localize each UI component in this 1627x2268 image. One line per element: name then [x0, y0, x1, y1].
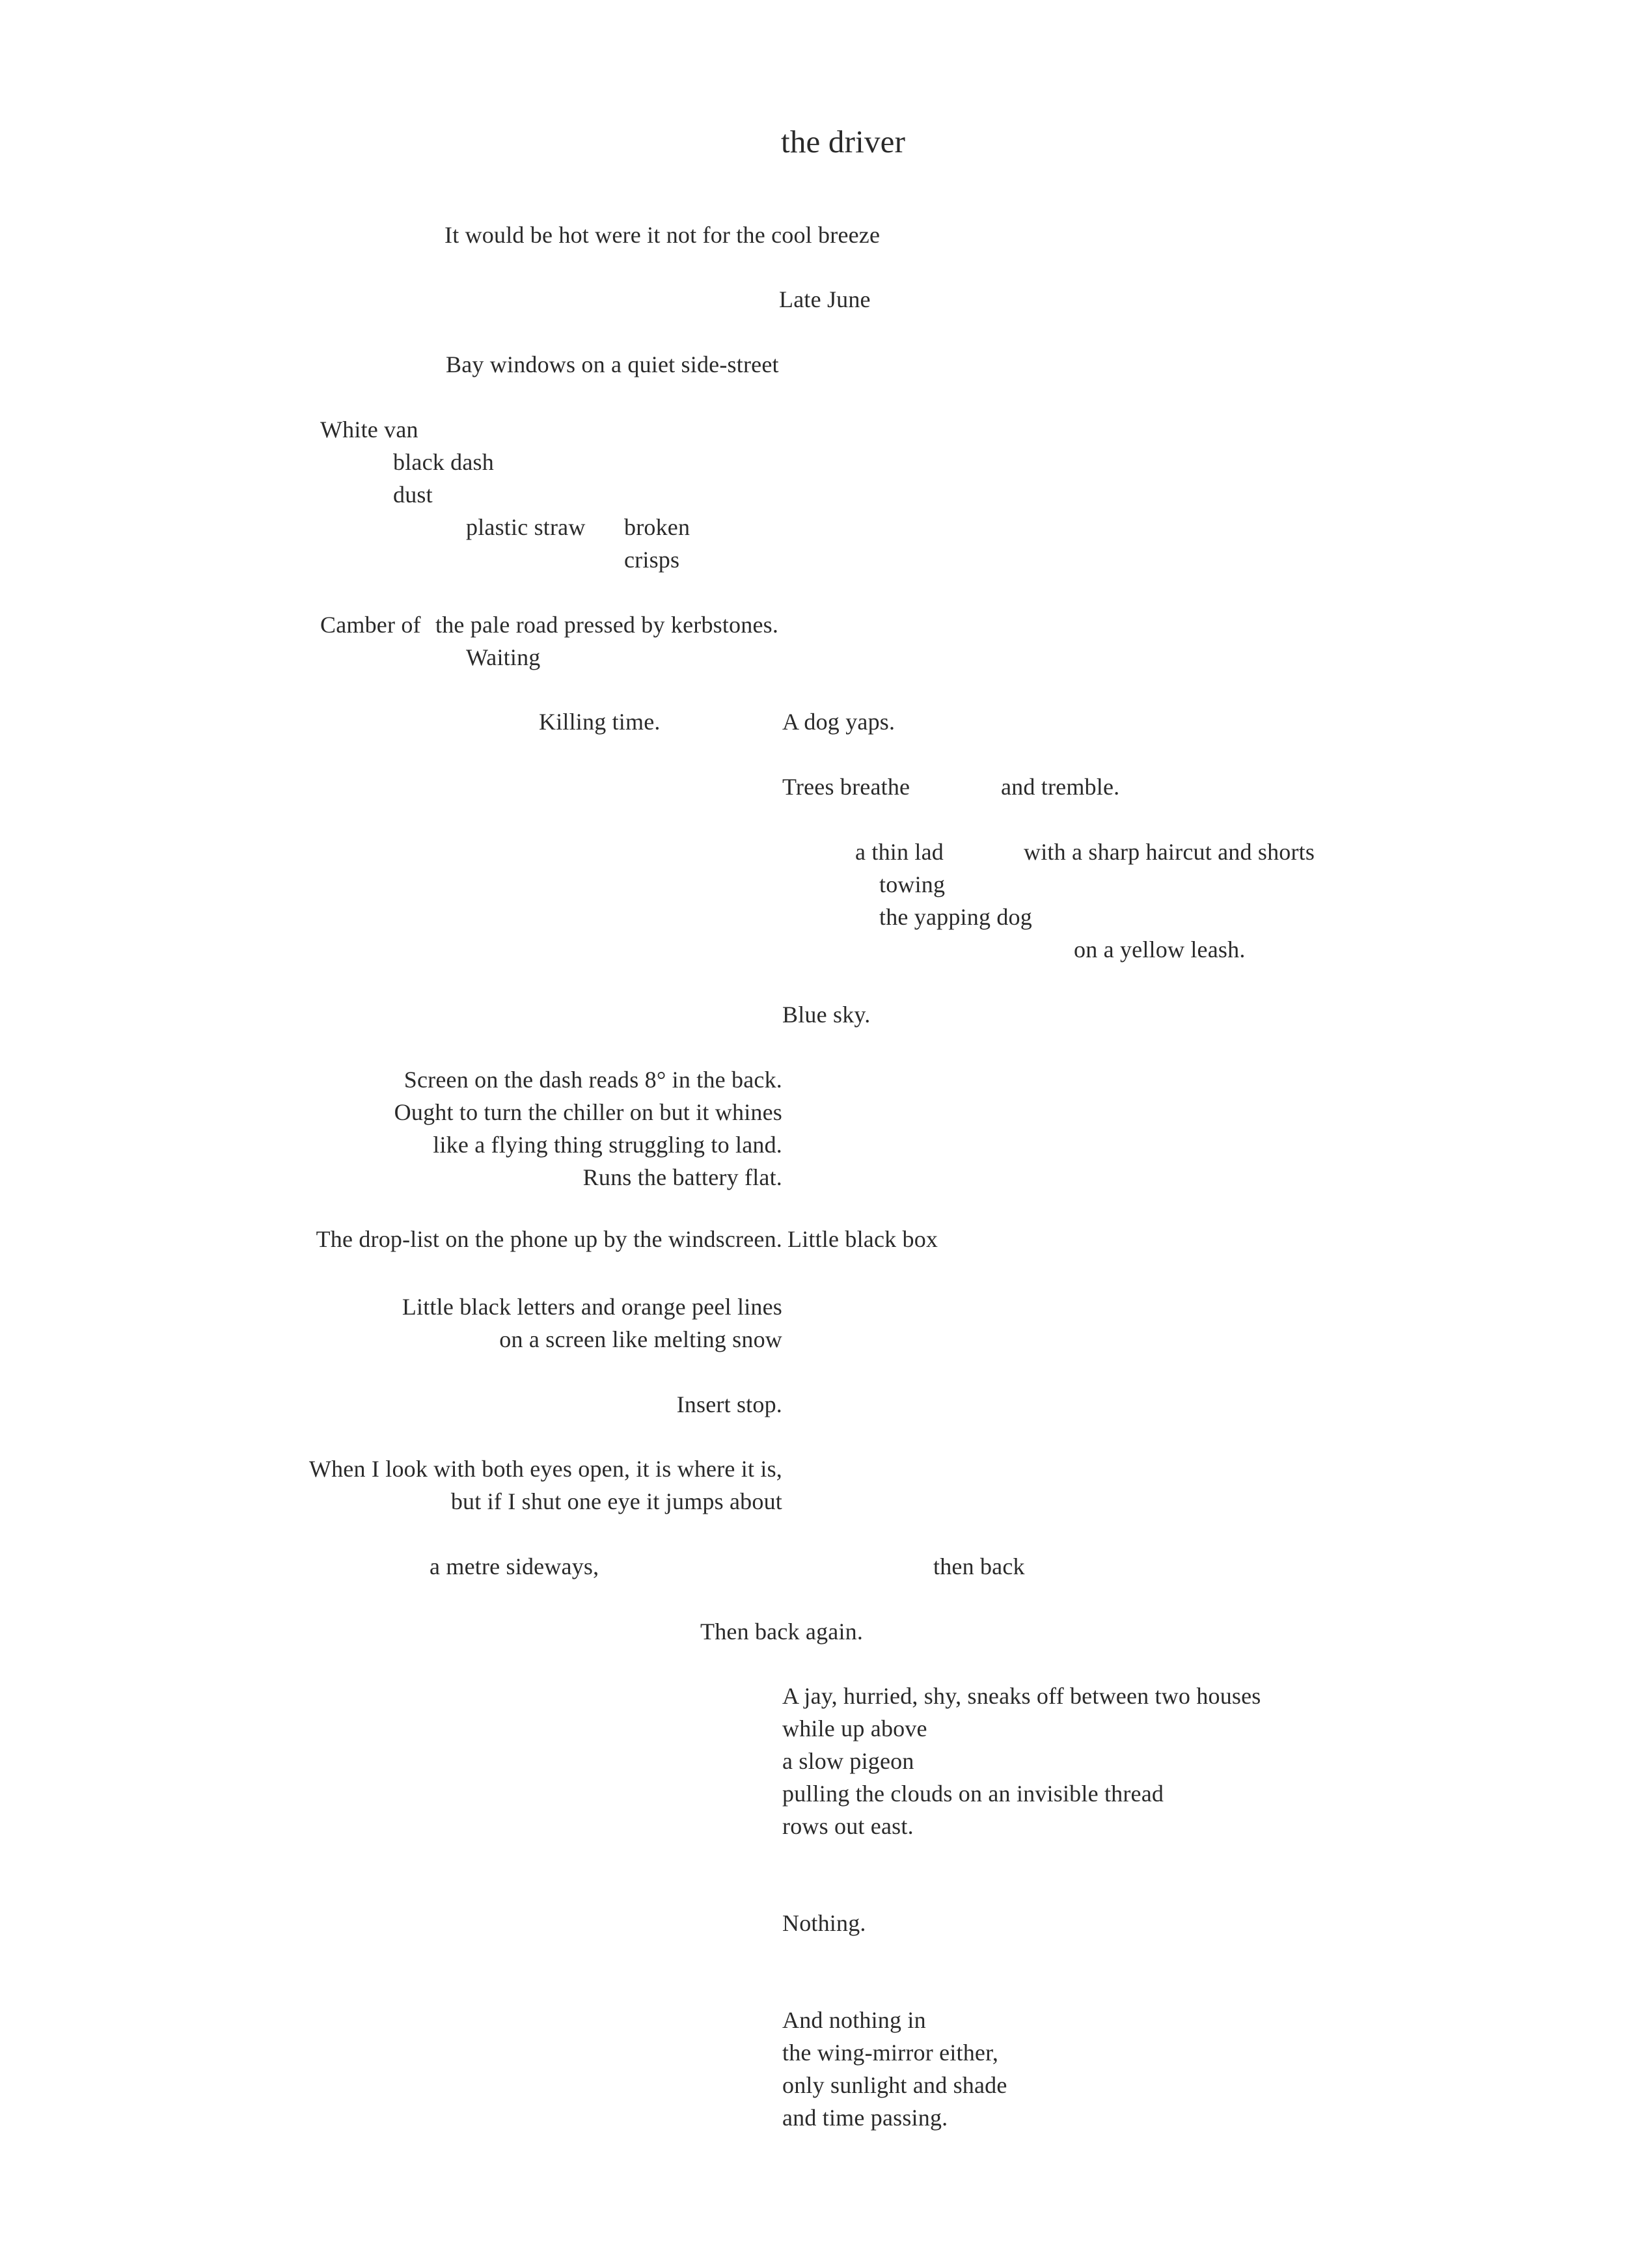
poem-line: broken	[624, 514, 690, 540]
poem-line: Waiting	[466, 644, 541, 670]
poem-line: Runs the battery flat.	[582, 1164, 782, 1190]
poem-line: Killing time.	[539, 709, 661, 735]
poem-line: Late June	[779, 286, 871, 312]
poem-line: Ought to turn the chiller on but it whines	[394, 1099, 782, 1125]
poem-line: White van	[320, 417, 418, 443]
poem-line: the yapping dog	[879, 904, 1032, 930]
poem-line: the pale road pressed by kerbstones.	[435, 612, 779, 638]
poem-line: and tremble.	[1001, 774, 1120, 800]
poem-line: Nothing.	[782, 1910, 866, 1936]
poem-line: Then back again.	[700, 1619, 864, 1645]
poem-line: Trees breathe	[782, 774, 910, 800]
poem-line: black dash	[393, 449, 494, 475]
poem-line: Camber of	[320, 612, 421, 638]
poem-title: the driver	[781, 124, 906, 159]
poem-line: Little black box	[787, 1226, 938, 1252]
poem-line: a thin lad	[855, 839, 944, 865]
poem-line: A jay, hurried, shy, sneaks off between two houses	[782, 1683, 1261, 1709]
poem-line: then back	[933, 1553, 1025, 1579]
poem-line: Bay windows on a quiet side-street	[446, 351, 779, 377]
poem-line: rows out east.	[782, 1813, 914, 1839]
poem-line: When I look with both eyes open, it is where it is,	[308, 1456, 782, 1482]
poem-line: A dog yaps.	[782, 709, 896, 735]
poem-line: dust	[393, 482, 433, 508]
poem-line: on a yellow leash.	[1074, 936, 1246, 963]
poem-line: a metre sideways,	[430, 1553, 599, 1579]
poem-line: And nothing in	[782, 2007, 926, 2033]
poem-line: Insert stop.	[676, 1391, 782, 1417]
poem-line: while up above	[782, 1715, 927, 1742]
poem-line: crisps	[624, 547, 680, 573]
poem-line: pulling the clouds on an invisible thread	[782, 1781, 1164, 1807]
poem-line: Blue sky.	[782, 1002, 871, 1028]
poem-line: Screen on the dash reads 8° in the back.	[403, 1067, 782, 1093]
poem-line: with a sharp haircut and shorts	[1024, 839, 1315, 865]
poem-line: It would be hot were it not for the cool breeze	[444, 222, 881, 248]
poem-line: plastic straw	[466, 514, 586, 540]
poem-line: Little black letters and orange peel lines	[402, 1294, 782, 1320]
poem-line: on a screen like melting snow	[499, 1326, 782, 1352]
poem-line: a slow pigeon	[782, 1748, 914, 1774]
poem-line: The drop-list on the phone up by the windscreen.	[316, 1226, 782, 1252]
poem-line: the wing-mirror either,	[782, 2040, 999, 2066]
poem-line: but if I shut one eye it jumps about	[450, 1488, 782, 1514]
poem-line: towing	[879, 871, 946, 897]
poem-line: and time passing.	[782, 2105, 948, 2131]
poem-line: only sunlight and shade	[782, 2072, 1007, 2098]
poem-line: like a flying thing struggling to land.	[433, 1132, 782, 1158]
